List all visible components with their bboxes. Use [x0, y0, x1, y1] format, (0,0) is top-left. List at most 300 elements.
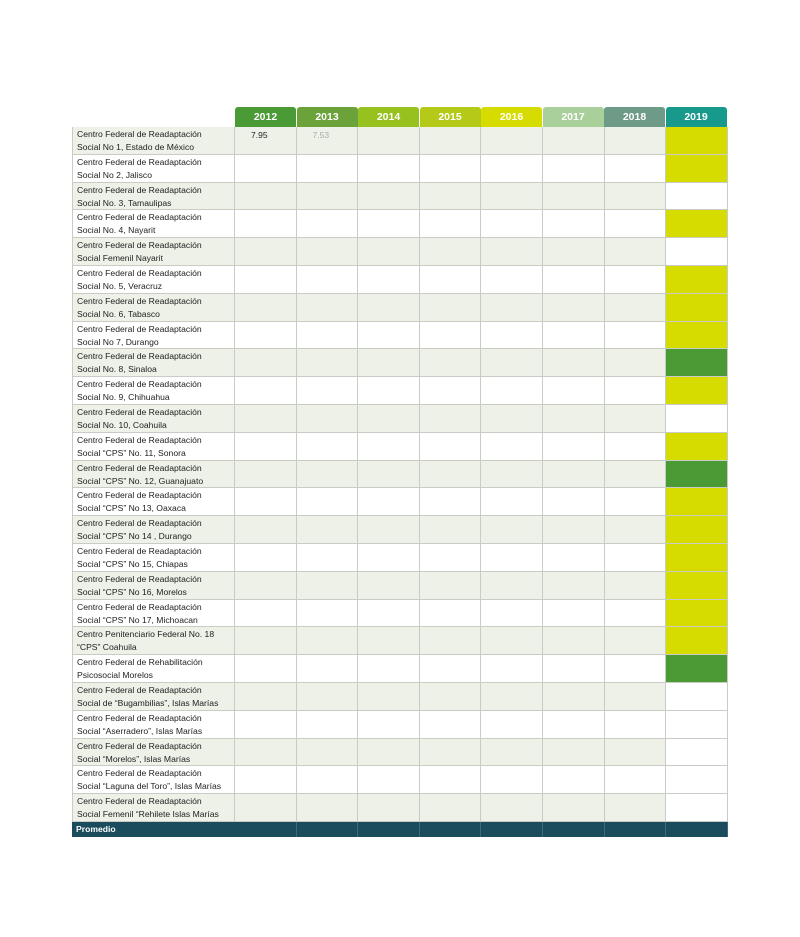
cell-2017	[543, 739, 605, 766]
facility-name	[72, 600, 235, 627]
cell-2012	[235, 794, 297, 821]
cell-2018	[605, 377, 667, 404]
facility-name-line1: Centro Federal de Readaptación	[77, 462, 202, 473]
cell-2017	[543, 377, 605, 404]
facility-name-line2: Social No. 3, Tamaulipas	[77, 197, 172, 208]
cell-2018	[605, 405, 667, 432]
cell-2015	[420, 544, 482, 571]
cell-2012	[235, 739, 297, 766]
cell-2012	[235, 461, 297, 488]
cell-2013	[297, 766, 359, 793]
cell-2015	[420, 683, 482, 710]
cell-2014	[358, 294, 420, 321]
cell-2016	[481, 516, 543, 543]
cell-2014	[358, 266, 420, 293]
facility-name	[72, 516, 235, 543]
year-header-2014: 2014	[358, 107, 419, 127]
cell-2019	[666, 572, 728, 599]
cell-2019	[666, 627, 728, 654]
cell-2014	[358, 711, 420, 738]
facility-name-line2: Social de “Bugambilias”, Islas Marías	[77, 697, 219, 708]
cell-2018	[605, 183, 667, 210]
cell-2014	[358, 627, 420, 654]
cell-2016	[481, 794, 543, 821]
cell-2013	[297, 377, 359, 404]
facility-name	[72, 155, 235, 182]
table-row	[72, 377, 728, 405]
cell-2014	[358, 322, 420, 349]
facility-name-line2: Social No. 6, Tabasco	[77, 308, 160, 319]
table-row	[72, 155, 728, 183]
cell-2013	[297, 155, 359, 182]
cell-2017	[543, 544, 605, 571]
cell-2017	[543, 516, 605, 543]
table-row	[72, 461, 728, 489]
cell-2013	[297, 572, 359, 599]
table-row	[72, 739, 728, 767]
facility-name-line1: Centro Federal de Readaptación	[77, 684, 202, 695]
cell-2018	[605, 711, 667, 738]
cell-2017	[543, 405, 605, 432]
table-row	[72, 266, 728, 294]
cell-2019	[666, 155, 728, 182]
facility-name-line2: Social “CPS” No 16, Morelos	[77, 586, 187, 597]
cell-2014	[358, 127, 420, 154]
cell-2014	[358, 183, 420, 210]
facility-name	[72, 461, 235, 488]
facility-name-line2: Social Femenil “Rehilete Islas Marías	[77, 809, 219, 820]
cell-2017	[543, 266, 605, 293]
cell-2017	[543, 461, 605, 488]
average-cell-2015	[420, 822, 482, 837]
cell-2013	[297, 683, 359, 710]
cell-2016	[481, 627, 543, 654]
facility-name-line2: Psicosocial Morelos	[77, 670, 153, 681]
cell-2017	[543, 294, 605, 321]
cell-2016	[481, 183, 543, 210]
facility-name-line2: Social “CPS” No 15, Chiapas	[77, 558, 188, 569]
prison-evaluation-table	[72, 107, 728, 837]
cell-2012	[235, 600, 297, 627]
cell-2016	[481, 461, 543, 488]
cell-2013	[297, 322, 359, 349]
cell-2014	[358, 683, 420, 710]
cell-2015	[420, 600, 482, 627]
cell-2016	[481, 600, 543, 627]
cell-2018	[605, 766, 667, 793]
year-header-2018: 2018	[604, 107, 665, 127]
cell-2018	[605, 461, 667, 488]
year-header-2013: 2013	[297, 107, 358, 127]
table-row	[72, 349, 728, 377]
cell-2019	[666, 600, 728, 627]
table-row	[72, 433, 728, 461]
facility-name-line1: Centro Federal de Readaptación	[77, 768, 202, 779]
cell-2014	[358, 572, 420, 599]
table-row	[72, 322, 728, 350]
cell-2017	[543, 238, 605, 265]
facility-name-line1: Centro Federal de Readaptación	[77, 740, 202, 751]
cell-2015	[420, 294, 482, 321]
cell-2013	[297, 266, 359, 293]
facility-name	[72, 349, 235, 376]
cell-2015	[420, 488, 482, 515]
average-cell-2016	[481, 822, 543, 837]
cell-2012	[235, 322, 297, 349]
cell-2015	[420, 739, 482, 766]
facility-name-line1: Centro Federal de Readaptación	[77, 351, 202, 362]
cell-2012	[235, 210, 297, 237]
cell-2013	[297, 655, 359, 682]
facility-name-line1: Centro Federal de Readaptación	[77, 518, 202, 529]
facility-name-line1: Centro Federal de Rehabilitación	[77, 657, 203, 668]
cell-2012	[235, 238, 297, 265]
facility-name	[72, 766, 235, 793]
table-row	[72, 183, 728, 211]
cell-2018	[605, 155, 667, 182]
facility-name-line2: Social No 1, Estado de México	[77, 142, 195, 152]
cell-2015	[420, 794, 482, 821]
facility-name	[72, 127, 235, 154]
cell-2015	[420, 155, 482, 182]
table-row	[72, 711, 728, 739]
cell-2019	[666, 266, 728, 293]
cell-2018	[605, 322, 667, 349]
cell-2016	[481, 155, 543, 182]
facility-name	[72, 655, 235, 682]
cell-2015	[420, 433, 482, 460]
cell-2019	[666, 349, 728, 376]
cell-2016	[481, 377, 543, 404]
cell-2014	[358, 600, 420, 627]
facility-name	[72, 544, 235, 571]
cell-2014	[358, 516, 420, 543]
facility-name-line2: “CPS” Coahuila	[77, 642, 137, 653]
cell-2012	[235, 766, 297, 793]
cell-2012	[235, 711, 297, 738]
cell-2018	[605, 739, 667, 766]
table-row	[72, 210, 728, 238]
facility-name-line2: Social “Aserradero”, Islas Marías	[77, 725, 203, 736]
cell-2016	[481, 238, 543, 265]
cell-2019	[666, 405, 728, 432]
cell-2014	[358, 544, 420, 571]
cell-2015	[420, 627, 482, 654]
cell-2013	[297, 627, 359, 654]
facility-name-line1: Centro Federal de Readaptación	[77, 212, 202, 223]
facility-name-line1: Centro Federal de Readaptación	[77, 379, 202, 390]
cell-2015	[420, 377, 482, 404]
cell-2016	[481, 572, 543, 599]
facility-name-line2: Social “CPS” No. 11, Sonora	[77, 447, 186, 458]
facility-name-line1: Centro Federal de Readaptación	[77, 545, 202, 556]
cell-2017	[543, 794, 605, 821]
cell-2017	[543, 627, 605, 654]
facility-name	[72, 377, 235, 404]
table-row	[72, 600, 728, 628]
facility-name-line1: Centro Federal de Readaptación	[77, 184, 202, 195]
cell-2019	[666, 238, 728, 265]
cell-2019	[666, 127, 728, 154]
facility-name	[72, 210, 235, 237]
cell-2018	[605, 238, 667, 265]
average-cell-2018	[605, 822, 667, 837]
cell-2014	[358, 488, 420, 515]
facility-name	[72, 294, 235, 321]
cell-2012	[235, 405, 297, 432]
facility-name-line1: Centro Federal de Readaptación	[77, 323, 202, 334]
cell-2013	[297, 544, 359, 571]
facility-name-line1: Centro Federal de Readaptación	[77, 601, 202, 612]
facility-name-line2: Social No 7, Durango	[77, 336, 159, 347]
facility-name-line1: Centro Penitenciario Federal No. 18	[77, 629, 215, 640]
facility-name-line1: Centro Federal de Readaptación	[77, 796, 202, 807]
table-row	[72, 516, 728, 544]
year-header-2017: 2017	[543, 107, 604, 127]
table-body	[72, 127, 728, 822]
cell-2017	[543, 488, 605, 515]
facility-name-line1: Centro Federal de Readaptación	[77, 573, 202, 584]
cell-2019	[666, 794, 728, 821]
facility-name-line1: Centro Federal de Readaptación	[77, 240, 202, 251]
facility-name-line1: Centro Federal de Readaptación	[77, 295, 202, 306]
cell-2013: 7.53	[297, 127, 359, 154]
facility-name-line2: Social No. 9, Chihuahua	[77, 392, 170, 403]
cell-2015	[420, 322, 482, 349]
cell-2019	[666, 683, 728, 710]
cell-2016	[481, 127, 543, 154]
cell-2016	[481, 544, 543, 571]
cell-2016	[481, 711, 543, 738]
facility-name-line2: Social “CPS” No 17, Michoacan	[77, 614, 198, 625]
facility-name-line1: Centro Federal de Readaptación	[77, 406, 202, 417]
cell-2013	[297, 516, 359, 543]
average-cell-2012	[235, 822, 297, 837]
facility-name-line2: Social “Morelos”, Islas Marías	[77, 753, 191, 764]
facility-name-line2: Social “CPS” No 14 , Durango	[77, 531, 192, 542]
cell-2019	[666, 210, 728, 237]
cell-2014	[358, 405, 420, 432]
cell-2014	[358, 155, 420, 182]
cell-2018	[605, 210, 667, 237]
cell-2019	[666, 488, 728, 515]
average-label: Promedio	[76, 823, 116, 834]
cell-2013	[297, 238, 359, 265]
cell-2019	[666, 739, 728, 766]
cell-2013	[297, 183, 359, 210]
cell-2017	[543, 210, 605, 237]
cell-2013	[297, 349, 359, 376]
cell-2012	[235, 627, 297, 654]
year-header-2019: 2019	[666, 107, 727, 127]
cell-2017	[543, 155, 605, 182]
year-header-2015: 2015	[420, 107, 481, 127]
facility-name-line2: Social No 2, Jalisco	[77, 169, 152, 180]
average-row	[72, 822, 728, 837]
facility-name-line2: Social “Laguna del Toro”, Islas Marías	[77, 781, 222, 792]
cell-2014	[358, 739, 420, 766]
cell-2016	[481, 349, 543, 376]
cell-2017	[543, 183, 605, 210]
cell-2018	[605, 433, 667, 460]
cell-2018	[605, 683, 667, 710]
cell-2019	[666, 516, 728, 543]
year-header-2016: 2016	[481, 107, 542, 127]
average-cell-2013	[297, 822, 359, 837]
cell-2017	[543, 127, 605, 154]
cell-2016	[481, 766, 543, 793]
cell-2015	[420, 572, 482, 599]
cell-2019	[666, 461, 728, 488]
cell-2014	[358, 766, 420, 793]
table-row	[72, 127, 728, 155]
cell-2016	[481, 655, 543, 682]
cell-2019	[666, 183, 728, 210]
cell-2015	[420, 516, 482, 543]
facility-name-line1: Centro Federal de Readaptación	[77, 129, 202, 139]
cell-2015	[420, 655, 482, 682]
cell-2014	[358, 655, 420, 682]
facility-name	[72, 739, 235, 766]
cell-2014	[358, 794, 420, 821]
cell-2012	[235, 266, 297, 293]
cell-2016	[481, 294, 543, 321]
cell-2018	[605, 488, 667, 515]
cell-2017	[543, 572, 605, 599]
year-header-2012: 2012	[235, 107, 296, 127]
cell-2019	[666, 322, 728, 349]
cell-2015	[420, 127, 482, 154]
facility-name-line2: Social No. 10, Coahuila	[77, 419, 167, 430]
cell-2014	[358, 238, 420, 265]
facility-name	[72, 794, 235, 821]
facility-name-line2: Social “CPS” No 13, Oaxaca	[77, 503, 186, 514]
cell-2012	[235, 683, 297, 710]
cell-2013	[297, 600, 359, 627]
cell-2013	[297, 794, 359, 821]
cell-2019	[666, 655, 728, 682]
cell-2014	[358, 377, 420, 404]
cell-2012	[235, 655, 297, 682]
cell-2018	[605, 516, 667, 543]
table-row	[72, 544, 728, 572]
facility-name-line2: Social No. 8, Sinaloa	[77, 364, 157, 375]
cell-2019	[666, 377, 728, 404]
cell-2016	[481, 739, 543, 766]
cell-2018	[605, 600, 667, 627]
facility-name	[72, 711, 235, 738]
cell-2018	[605, 127, 667, 154]
cell-2012	[235, 572, 297, 599]
cell-2017	[543, 766, 605, 793]
cell-2018	[605, 572, 667, 599]
facility-name	[72, 433, 235, 460]
facility-name-line2: Social “CPS” No. 12, Guanajuato	[77, 475, 204, 486]
cell-2018	[605, 544, 667, 571]
table-row	[72, 655, 728, 683]
facility-name	[72, 266, 235, 293]
cell-2013	[297, 739, 359, 766]
cell-2012	[235, 377, 297, 404]
cell-2014	[358, 210, 420, 237]
cell-2012: 7.95	[235, 127, 297, 154]
table-row	[72, 794, 728, 822]
facility-name-line1: Centro Federal de Readaptación	[77, 490, 202, 501]
cell-2016	[481, 683, 543, 710]
facility-name	[72, 238, 235, 265]
cell-2014	[358, 349, 420, 376]
average-cell-2017	[543, 822, 605, 837]
cell-2017	[543, 655, 605, 682]
table-row	[72, 766, 728, 794]
cell-2013	[297, 461, 359, 488]
cell-2014	[358, 461, 420, 488]
cell-2016	[481, 405, 543, 432]
cell-2016	[481, 322, 543, 349]
cell-2016	[481, 210, 543, 237]
cell-2013	[297, 405, 359, 432]
cell-2019	[666, 766, 728, 793]
cell-2013	[297, 488, 359, 515]
cell-2012	[235, 433, 297, 460]
year-header-row	[235, 107, 728, 127]
cell-2017	[543, 433, 605, 460]
cell-2018	[605, 349, 667, 376]
cell-2012	[235, 488, 297, 515]
cell-2012	[235, 544, 297, 571]
table-row	[72, 488, 728, 516]
facility-name-line2: Social No. 5, Veracruz	[77, 280, 163, 291]
cell-2016	[481, 433, 543, 460]
cell-2012	[235, 294, 297, 321]
cell-2014	[358, 433, 420, 460]
cell-2013	[297, 711, 359, 738]
facility-name	[72, 405, 235, 432]
cell-2019	[666, 711, 728, 738]
cell-2015	[420, 183, 482, 210]
facility-name	[72, 183, 235, 210]
facility-name	[72, 627, 235, 654]
facility-name-line1: Centro Federal de Readaptación	[77, 434, 202, 445]
cell-2013	[297, 433, 359, 460]
cell-2018	[605, 794, 667, 821]
facility-name	[72, 322, 235, 349]
facility-name-line1: Centro Federal de Readaptación	[77, 712, 202, 723]
table-row	[72, 627, 728, 655]
cell-2017	[543, 322, 605, 349]
table-row	[72, 294, 728, 322]
cell-2015	[420, 266, 482, 293]
facility-name	[72, 572, 235, 599]
table-row	[72, 572, 728, 600]
facility-name-line2: Social No. 4, Nayarit	[77, 225, 156, 236]
table-row	[72, 238, 728, 266]
cell-2015	[420, 711, 482, 738]
cell-2012	[235, 349, 297, 376]
facility-name-line1: Centro Federal de Readaptación	[77, 267, 202, 278]
cell-2018	[605, 655, 667, 682]
cell-2012	[235, 155, 297, 182]
cell-2013	[297, 294, 359, 321]
cell-2015	[420, 405, 482, 432]
facility-name	[72, 683, 235, 710]
cell-2017	[543, 683, 605, 710]
cell-2015	[420, 766, 482, 793]
cell-2019	[666, 433, 728, 460]
cell-2015	[420, 210, 482, 237]
cell-2015	[420, 349, 482, 376]
average-cell-2014	[358, 822, 420, 837]
